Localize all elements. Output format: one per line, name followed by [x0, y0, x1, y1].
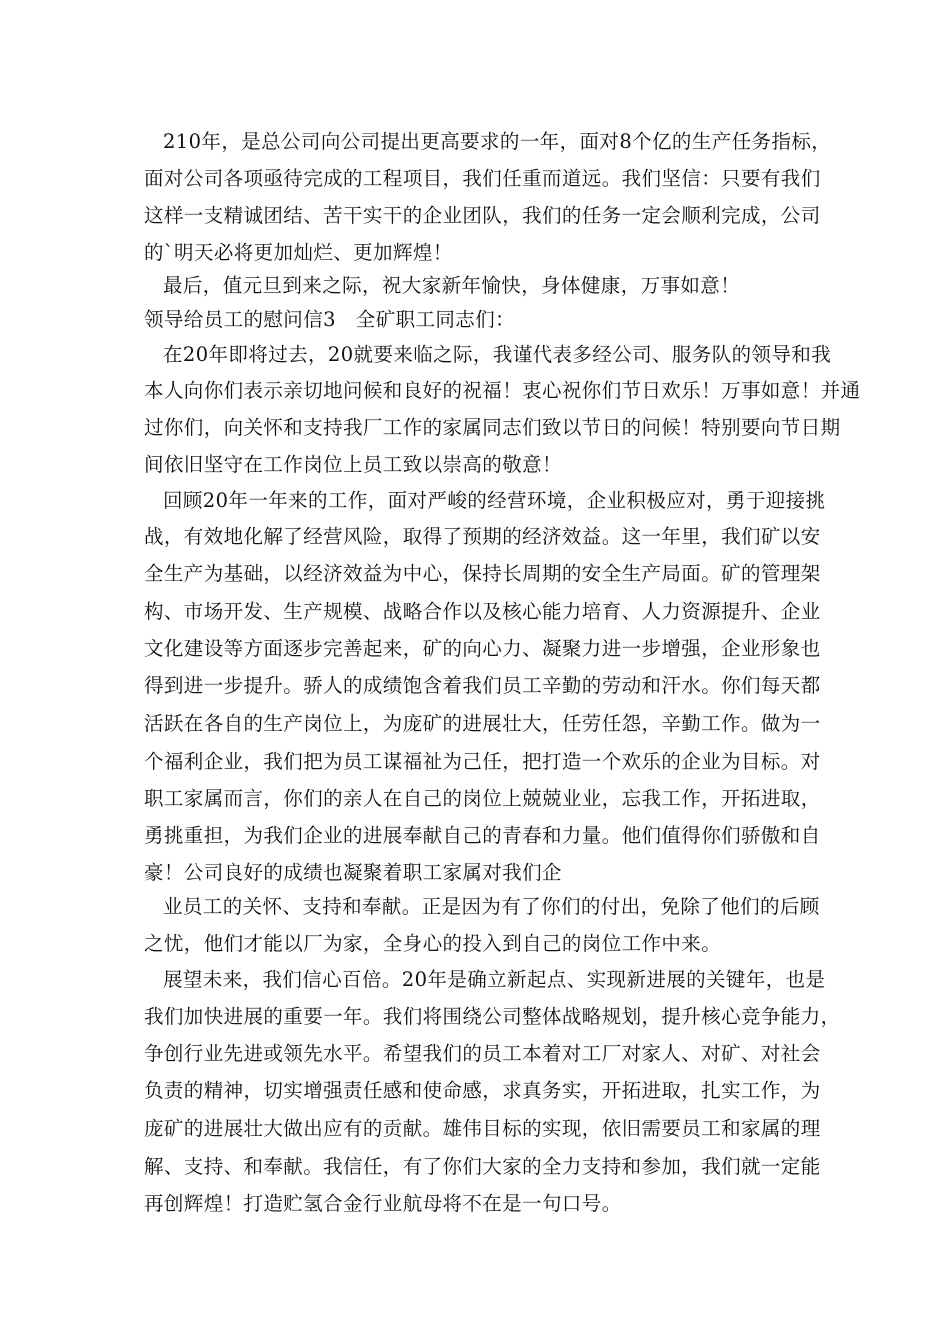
text-line: 得到进一步提升。骄人的成绩饱含着我们员工辛勤的劳动和汗水。你们每天都 [144, 674, 821, 697]
text-line: 庞矿的进展壮大做出应有的贡献。雄伟目标的实现，依旧需要员工和家属的理 [144, 1117, 821, 1140]
text-line: 在20年即将过去，20就要来临之际，我谨代表多经公司、服务队的领导和我 [163, 343, 832, 366]
text-line: 战，有效地化解了经营风险，取得了预期的经济效益。这一年里，我们矿以安 [144, 525, 821, 548]
text-line: 负责的精神，切实增强责任感和使命感，求真务实，开拓进取，扎实工作，为 [144, 1079, 821, 1102]
text-line: 最后，值元旦到来之际，祝大家新年愉快，身体健康，万事如意！ [163, 274, 741, 297]
text-line: 领导给员工的慰问信3 全矿职工同志们： [144, 308, 516, 331]
text-line: 职工家属而言，你们的亲人在自己的岗位上兢兢业业，忘我工作，开拓进取， [144, 787, 821, 810]
text-line: 文化建设等方面逐步完善起来，矿的向心力、凝聚力进一步增强，企业形象也 [144, 637, 821, 660]
text-line: 展望未来，我们信心百倍。20年是确立新起点、实现新进展的关键年，也是 [163, 968, 826, 991]
text-line: 间依旧坚守在工作岗位上员工致以崇高的敬意！ [144, 453, 562, 476]
text-line: 之忧，他们才能以厂为家，全身心的投入到自己的岗位工作中来。 [144, 932, 722, 955]
text-line: 再创辉煌！打造贮氢合金行业航母将不在是一句口号。 [144, 1192, 622, 1215]
text-line: 过你们，向关怀和支持我厂工作的家属同志们致以节日的问候！特别要向节日期 [144, 416, 841, 439]
text-line: 豪！公司良好的成绩也凝聚着职工家属对我们企 [144, 861, 562, 884]
text-line: 回顾20年一年来的工作，面对严峻的经营环境，企业积极应对，勇于迎接挑 [163, 489, 826, 512]
text-line: 构、市场开发、生产规模、战略合作以及核心能力培育、人力资源提升、企业 [144, 600, 821, 623]
text-line: 解、支持、和奉献。我信任，有了你们大家的全力支持和参加，我们就一定能 [144, 1155, 821, 1178]
text-line: 210年，是总公司向公司提出更高要求的一年，面对8个亿的生产任务指标， [163, 130, 832, 153]
text-line: 个福利企业，我们把为员工谋福祉为己任，把打造一个欢乐的企业为目标。对 [144, 750, 821, 773]
text-line: 争创行业先进或领先水平。希望我们的员工本着对工厂对家人、对矿、对社会 [144, 1042, 821, 1065]
text-line: 我们加快进展的重要一年。我们将围绕公司整体战略规划，提升核心竞争能力， [144, 1005, 841, 1028]
text-line: 业员工的关怀、支持和奉献。正是因为有了你们的付出，免除了他们的后顾 [163, 895, 820, 918]
text-line: 这样一支精诚团结、苦干实干的企业团队，我们的任务一定会顺利完成，公司 [144, 204, 821, 227]
text-line: 的`明天必将更加灿烂、更加辉煌！ [144, 241, 453, 264]
text-line: 活跃在各自的生产岗位上，为庞矿的进展壮大，任劳任怨，辛勤工作。做为一 [144, 712, 821, 735]
text-line: 本人向你们表示亲切地问候和良好的祝福！衷心祝你们节日欢乐！万事如意！并通 [144, 379, 861, 402]
text-line: 全生产为基础，以经济效益为中心，保持长周期的安全生产局面。矿的管理架 [144, 562, 821, 585]
text-line: 勇挑重担，为我们企业的进展奉献自己的青春和力量。他们值得你们骄傲和自 [144, 824, 821, 847]
text-line: 面对公司各项亟待完成的工程项目，我们任重而道远。我们坚信：只要有我们 [144, 167, 821, 190]
